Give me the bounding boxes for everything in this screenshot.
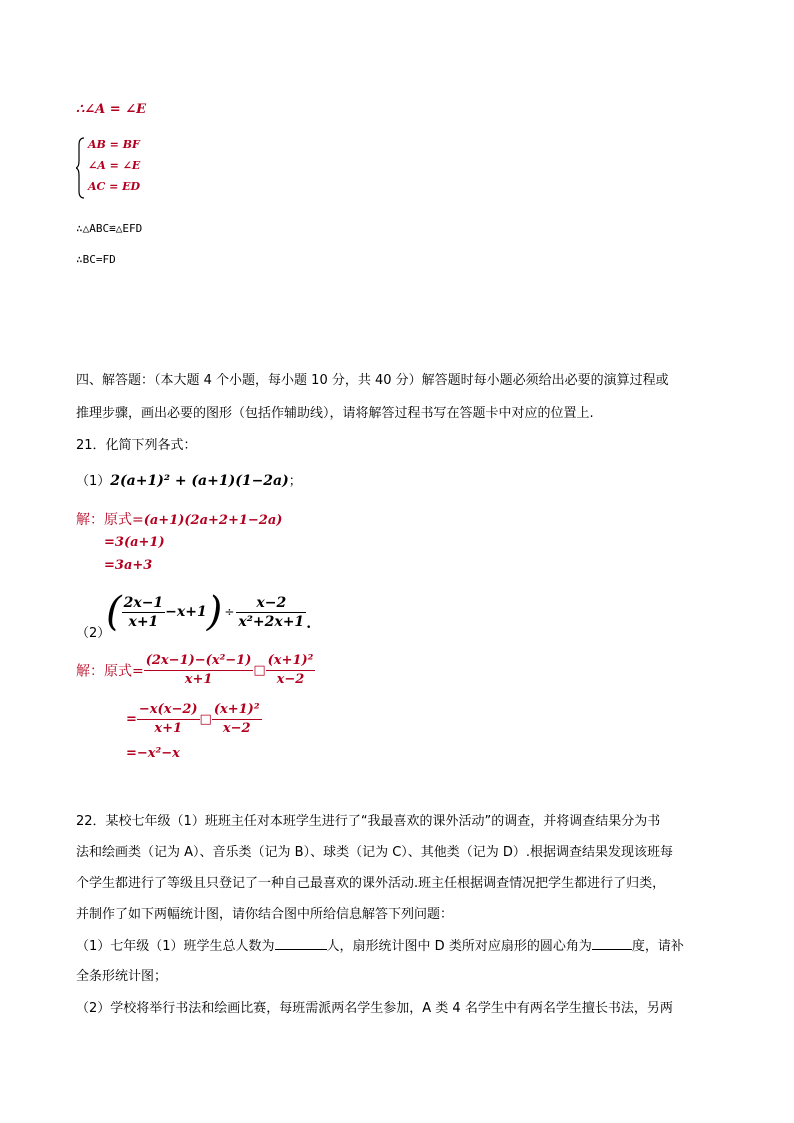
fraction-2: $\frac{x-2}{\text{x²+2x+1}}$ xyxy=(238,594,305,630)
answer-blank-angle[interactable] xyxy=(592,949,632,950)
q21-solution1 xyxy=(76,509,282,529)
solution1-step2: =3(a+1) xyxy=(104,535,165,550)
solution-prefix: 解：原式= xyxy=(76,663,144,680)
answer-blank-total[interactable] xyxy=(275,949,327,950)
placeholder-box: □ xyxy=(199,712,212,727)
solution-prefix: 解：原式= xyxy=(76,512,144,528)
q21-part1-expr: 2(a+1)² + (a+1)(1−2a) xyxy=(110,473,289,489)
placeholder-box: □ xyxy=(253,663,266,678)
right-paren-icon: ) xyxy=(206,589,223,635)
fraction-sol2-a: $\frac{\text{(2x−1)−(x²−1)}}{x+1}$ xyxy=(145,653,252,687)
q22-line-3: 个学生都进行了等级且只登记了一种自己最喜欢的课外活动.班主任根据调查情况把学生都进行了归类， xyxy=(76,876,666,891)
left-brace-icon xyxy=(76,137,86,199)
fraction-sol2-b: $\frac{\text{(x+1)²}}{x-2}$ xyxy=(267,653,314,687)
congruent-statement: ∴△ABC≌△EFD xyxy=(76,222,143,235)
section4-line-1: 四、解答题：（本大题 4 个小题，每小题 10 分，共 40 分）解答题时每小题必须给出必要的演算过程或 xyxy=(76,373,669,388)
proof-conclusion: ∴BC=FD xyxy=(76,253,116,266)
fraction-1: $\frac{2x-1}{x+1}$ xyxy=(123,594,164,630)
q21-solution2-line2: = $\frac{-x(x-2)}{x+1}$ □ $\frac{\text{(x+1)²}}{x-2}$ xyxy=(126,702,260,736)
system-line-1: AB = BF xyxy=(88,138,140,151)
q21-part2-expr: ( $\frac{2x-1}{x+1}$ −x+1) ÷ $\frac{x-2}{\text{x²+2x+1}}$ . xyxy=(106,589,312,635)
solution1-step1: (a+1)(2a+2+1−2a) xyxy=(143,513,283,528)
q22-sub2-line1: （2）学校将举行书法和绘画比赛，每班需派两名学生参加，A 类 4 名学生中有两名学生擅长书法，另两 xyxy=(76,1001,673,1016)
q22-sub1-line2: 全条形统计图； xyxy=(76,969,168,984)
therefore-angle: ∴∠A = ∠E xyxy=(76,102,146,117)
section4-line-2: 推理步骤，画出必要的图形（包括作辅助线），请将解答过程书写在答题卡中对应的位置上. xyxy=(76,406,594,421)
q21-title: 21．化简下列各式： xyxy=(76,438,197,453)
q21-solution2-final: =−x²−x xyxy=(126,746,180,761)
solution1-step3: =3a+3 xyxy=(104,558,153,573)
q22-line-1: 22．某校七年级（1）班班主任对本班学生进行了“我最喜欢的课外活动”的调查，并将调查结果分为书 xyxy=(76,814,661,829)
q21-part1-label: （1） xyxy=(76,474,111,489)
q22-line-2: 法和绘画类（记为 A）、音乐类（记为 B）、球类（记为 C）、其他类（记为 D）.根据调查结果发现该班每 xyxy=(76,845,674,860)
q21-part2-label: （2） xyxy=(76,626,111,641)
q22-sub1: （1）七年级（1）班学生总人数为 人，扇形统计图中 D 类所对应扇形的圆心角为 度，请补 xyxy=(76,939,684,954)
fraction-sol2-d: $\frac{\text{(x+1)²}}{x-2}$ xyxy=(213,702,260,736)
q22-line-4: 并制作了如下两幅统计图，请你结合图中所给信息解答下列问题： xyxy=(76,907,454,922)
left-paren-icon: ( xyxy=(106,589,122,635)
q21-solution2-line1 xyxy=(76,652,315,689)
system-line-3: AC = ED xyxy=(88,180,141,193)
fraction-sol2-c: $\frac{-x(x-2)}{x+1}$ xyxy=(138,702,198,736)
q21-part1: （1）2(a+1)² + (a+1)(1−2a)； xyxy=(76,473,302,489)
system-line-2: ∠A = ∠E xyxy=(88,159,141,172)
